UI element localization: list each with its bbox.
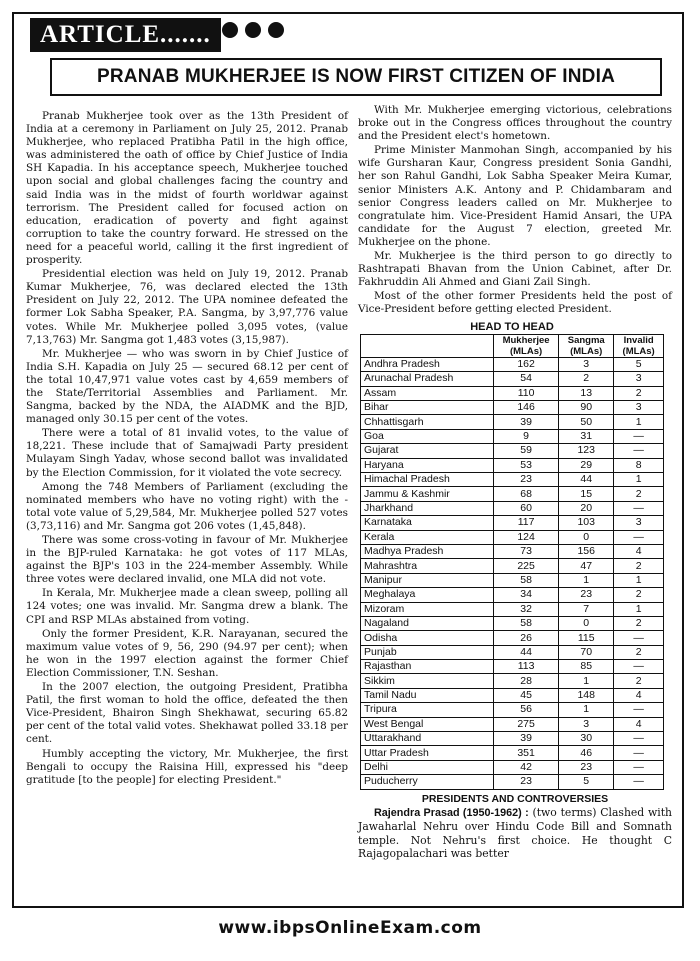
table-row	[361, 588, 664, 602]
state-cell: Punjab	[361, 645, 494, 659]
table-row	[361, 559, 664, 573]
value-cell: 50	[559, 415, 614, 429]
paragraph: Presidential election was held on July 19, 2012. Pranab Kumar Mukherjee, 76, was declared elected the 13th President on July 22, 2012. The UPA nominee defeated the former Lok Sabha Speaker, P.A. Sangma, by 3,97,776 value votes. While Mr. Mukherjee polled 3,095 votes, (value 7,13,763) Mr. Sangma got 1,483 votes (3,15,987).	[26, 268, 348, 346]
value-cell: 13	[559, 386, 614, 400]
value-cell: 39	[494, 415, 559, 429]
table-row	[361, 746, 664, 760]
state-cell: Assam	[361, 386, 494, 400]
state-cell: Madhya Pradesh	[361, 544, 494, 558]
paragraph: With Mr. Mukherjee emerging victorious, celebrations broke out in the Congress offices throughout the country and the President elect's hometown.	[358, 104, 672, 143]
value-cell: 58	[494, 573, 559, 587]
value-cell: —	[614, 746, 664, 760]
value-cell: 162	[494, 357, 559, 371]
value-cell: 47	[559, 559, 614, 573]
paragraph: Among the 748 Members of Parliament (excluding the nominated members who have no voting right) with the -total vote value of 5,29,584, Mr. Mukherjee polled 527 votes (3,73,116) and Mr. Sangma got 206 votes (1,45,848).	[26, 480, 348, 532]
state-cell: Gujarat	[361, 444, 494, 458]
value-cell: 2	[614, 386, 664, 400]
table-row	[361, 660, 664, 674]
value-cell: 68	[494, 487, 559, 501]
value-cell: 32	[494, 602, 559, 616]
value-cell: 1	[559, 703, 614, 717]
value-cell: 44	[559, 473, 614, 487]
state-cell: Karnataka	[361, 516, 494, 530]
table-row	[361, 645, 664, 659]
table-row	[361, 401, 664, 415]
value-cell: —	[614, 429, 664, 443]
value-cell: —	[614, 660, 664, 674]
value-cell: 4	[614, 717, 664, 731]
table-row	[361, 631, 664, 645]
value-cell: 0	[559, 616, 614, 630]
value-cell: 2	[559, 372, 614, 386]
decorative-dots	[222, 22, 284, 38]
state-cell: Himachal Pradesh	[361, 473, 494, 487]
value-cell: 85	[559, 660, 614, 674]
state-cell: Tamil Nadu	[361, 688, 494, 702]
headline: PRANAB MUKHERJEE IS NOW FIRST CITIZEN OF INDIA	[50, 58, 662, 96]
table-row	[361, 386, 664, 400]
right-column	[358, 104, 672, 862]
value-cell: —	[614, 501, 664, 515]
value-cell: 15	[559, 487, 614, 501]
table-row	[361, 372, 664, 386]
state-cell: Uttarakhand	[361, 732, 494, 746]
state-cell: Bihar	[361, 401, 494, 415]
table-row	[361, 487, 664, 501]
value-cell: 117	[494, 516, 559, 530]
value-cell: 56	[494, 703, 559, 717]
value-cell: 58	[494, 616, 559, 630]
table-row	[361, 415, 664, 429]
value-cell: 28	[494, 674, 559, 688]
value-cell: 7	[559, 602, 614, 616]
value-cell: 124	[494, 530, 559, 544]
value-cell: 2	[614, 616, 664, 630]
table-row	[361, 674, 664, 688]
state-cell: Manipur	[361, 573, 494, 587]
value-cell: 5	[614, 357, 664, 371]
table-header-invalid: Invalid (MLAs)	[614, 334, 664, 357]
value-cell: 146	[494, 401, 559, 415]
state-cell: Delhi	[361, 760, 494, 774]
value-cell: 4	[614, 688, 664, 702]
value-cell: 113	[494, 660, 559, 674]
state-cell: Tripura	[361, 703, 494, 717]
paragraph: In the 2007 election, the outgoing President, Pratibha Patil, the first woman to hold the office, defeated the then Vice-President, Bhairon Singh Shekhawat, securing 65.82 per cent of the total valid votes. Shekhawat polled 33.18 per cent.	[26, 681, 348, 746]
value-cell: 23	[494, 775, 559, 789]
table-row	[361, 616, 664, 630]
table-row	[361, 732, 664, 746]
value-cell: 31	[559, 429, 614, 443]
paragraph: In Kerala, Mr. Mukherjee made a clean sweep, polling all 124 votes; one was invalid. Mr. Sangma drew a blank. The CPI and RSP MLAs abstained from voting.	[26, 587, 348, 626]
paragraph: There was some cross-voting in favour of Mr. Mukherjee in the BJP-ruled Karnataka: he got votes of 117 MLAs, against the BJP's 103 in the 224-member Assembly. While three votes were declared invalid, one MLA did not vote.	[26, 534, 348, 586]
value-cell: 70	[559, 645, 614, 659]
table-row	[361, 688, 664, 702]
value-cell: 2	[614, 588, 664, 602]
left-column	[26, 110, 348, 788]
value-cell: 2	[614, 487, 664, 501]
state-cell: Chhattisgarh	[361, 415, 494, 429]
paragraph: Humbly accepting the victory, Mr. Mukherjee, the first Bengali to occupy the Raisina Hill, expressed his "deep gratitude [to the people] for electing President."	[26, 747, 348, 786]
value-cell: 90	[559, 401, 614, 415]
value-cell: 0	[559, 530, 614, 544]
state-cell: Rajasthan	[361, 660, 494, 674]
value-cell: 115	[559, 631, 614, 645]
value-cell: 156	[559, 544, 614, 558]
table-row	[361, 602, 664, 616]
state-cell: Haryana	[361, 458, 494, 472]
value-cell: 351	[494, 746, 559, 760]
state-cell: Sikkim	[361, 674, 494, 688]
value-cell: 23	[559, 760, 614, 774]
value-cell: 20	[559, 501, 614, 515]
table-row	[361, 516, 664, 530]
value-cell: 1	[614, 602, 664, 616]
value-cell: 3	[614, 401, 664, 415]
table-row	[361, 717, 664, 731]
value-cell: 23	[559, 588, 614, 602]
head-to-head-table	[360, 321, 664, 790]
value-cell: 225	[494, 559, 559, 573]
value-cell: 1	[559, 573, 614, 587]
value-cell: 45	[494, 688, 559, 702]
table-row	[361, 544, 664, 558]
value-cell: —	[614, 530, 664, 544]
state-cell: Nagaland	[361, 616, 494, 630]
controversies-text	[358, 806, 672, 861]
controversies-title: PRESIDENTS AND CONTROVERSIES	[421, 792, 609, 805]
state-cell: Mizoram	[361, 602, 494, 616]
paragraph: Most of the other former Presidents held the post of Vice-President before getting elected President.	[358, 290, 672, 316]
footer-url: www.ibpsOnlineExam.com	[218, 918, 482, 938]
value-cell: 53	[494, 458, 559, 472]
value-cell: 9	[494, 429, 559, 443]
value-cell: 1	[614, 473, 664, 487]
state-cell: Odisha	[361, 631, 494, 645]
table-header-mukherjee: Mukherjee (MLAs)	[494, 334, 559, 357]
value-cell: 2	[614, 645, 664, 659]
state-cell: Uttar Pradesh	[361, 746, 494, 760]
value-cell: 1	[559, 674, 614, 688]
table-row	[361, 703, 664, 717]
table-header-sangma: Sangma (MLAs)	[559, 334, 614, 357]
table-row	[361, 473, 664, 487]
state-cell: Mahrashtra	[361, 559, 494, 573]
table-row	[361, 530, 664, 544]
table-header-state	[361, 334, 494, 357]
value-cell: 5	[559, 775, 614, 789]
value-cell: 46	[559, 746, 614, 760]
table-row	[361, 357, 664, 371]
value-cell: 30	[559, 732, 614, 746]
value-cell: 54	[494, 372, 559, 386]
value-cell: 59	[494, 444, 559, 458]
value-cell: 3	[614, 372, 664, 386]
state-cell: Kerala	[361, 530, 494, 544]
value-cell: —	[614, 444, 664, 458]
state-cell: Arunachal Pradesh	[361, 372, 494, 386]
state-cell: West Bengal	[361, 717, 494, 731]
value-cell: 34	[494, 588, 559, 602]
value-cell: 1	[614, 573, 664, 587]
table-row	[361, 444, 664, 458]
value-cell: 3	[614, 516, 664, 530]
value-cell: —	[614, 732, 664, 746]
state-cell: Jammu & Kashmir	[361, 487, 494, 501]
value-cell: 26	[494, 631, 559, 645]
table-row	[361, 775, 664, 789]
value-cell: 8	[614, 458, 664, 472]
value-cell: 42	[494, 760, 559, 774]
value-cell: 148	[559, 688, 614, 702]
state-cell: Jharkhand	[361, 501, 494, 515]
value-cell: 23	[494, 473, 559, 487]
paragraph: Prime Minister Manmohan Singh, accompanied by his wife Gursharan Kaur, Congress president Sonia Gandhi, her son Rahul Gandhi, Lok Sabha Speaker Meira Kumar, senior Ministers A.K. Antony and P. Chidambaram and senior Congress leaders called on Mr. Mukherjee to congratulate him. Vice-President Hamid Ansari, the UPA candidate for the August 7 election, greeted Mr. Mukherjee on the phone.	[358, 144, 672, 248]
value-cell: —	[614, 631, 664, 645]
table-row	[361, 760, 664, 774]
value-cell: 275	[494, 717, 559, 731]
controversy-name: Rajendra Prasad (1950-1962) :	[374, 806, 529, 819]
state-cell: Meghalaya	[361, 588, 494, 602]
paragraph: There were a total of 81 invalid votes, to the value of 18,221. These include that of Samajwadi Party president Mulayam Singh Yadav, whose second ballot was invalidated by the Election Commission, for it violated the vote secrecy.	[26, 427, 348, 479]
state-cell: Puducherry	[361, 775, 494, 789]
table-row	[361, 429, 664, 443]
value-cell: 29	[559, 458, 614, 472]
paragraph: Only the former President, K.R. Narayanan, secured the maximum value votes of 9, 56, 290 (94.97 per cent); when he won in the 1997 election against the former Chief Election Commissioner, T.N. Seshan.	[26, 627, 348, 679]
value-cell: 2	[614, 559, 664, 573]
article-tag: ARTICLE.......	[30, 18, 221, 52]
value-cell: 44	[494, 645, 559, 659]
table-row	[361, 573, 664, 587]
value-cell: 60	[494, 501, 559, 515]
paragraph: Mr. Mukherjee is the third person to go directly to Rashtrapati Bhavan from the Union Cabinet, after Dr. Fakhruddin Ali Ahmed and Giani Zail Singh.	[358, 250, 672, 289]
state-cell: Andhra Pradesh	[361, 357, 494, 371]
value-cell: 103	[559, 516, 614, 530]
value-cell: 3	[559, 357, 614, 371]
table-row	[361, 458, 664, 472]
value-cell: 39	[494, 732, 559, 746]
table-title: HEAD TO HEAD	[361, 321, 664, 335]
value-cell: 1	[614, 415, 664, 429]
value-cell: 4	[614, 544, 664, 558]
value-cell: 110	[494, 386, 559, 400]
value-cell: 123	[559, 444, 614, 458]
state-cell: Goa	[361, 429, 494, 443]
table-row	[361, 501, 664, 515]
value-cell: —	[614, 703, 664, 717]
value-cell: 3	[559, 717, 614, 731]
paragraph: Pranab Mukherjee took over as the 13th President of India at a ceremony in Parliament on July 25, 2012. Pranab Mukherjee, who replaced Pratibha Patil in the high office, was administered the oath of office by Chief Justice of India SH Kapadia. In his acceptance speech, Mukherjee touched upon social and global challenges facing the country and said India was in the midst of fourth worldwar against terrorism. The President called for focused action on education, eradication of poverty and fight against corruption to take the country forward. He stressed on the need for a peaceful world, calling it the first ingredient of prosperity.	[26, 110, 348, 267]
value-cell: 2	[614, 674, 664, 688]
value-cell: —	[614, 760, 664, 774]
paragraph: Mr. Mukherjee — who was sworn in by Chief Justice of India S.H. Kapadia on July 25 — secured 68.12 per cent of the total 10,47,971 value votes cast by 4,659 members of the State/Territorial Assemblies and Parliament. Mr. Sangma, backed by the NDA, the AIADMK and the BJD, managed only 30.15 per cent of the votes.	[26, 347, 348, 426]
value-cell: —	[614, 775, 664, 789]
value-cell: 73	[494, 544, 559, 558]
controversy-detail: (two terms) Clashed with Jawaharlal Nehru over Hindu Code Bill and Somnath temple. Not Nehru's first choice. He thought C Rajagopalachari was better	[358, 805, 672, 861]
